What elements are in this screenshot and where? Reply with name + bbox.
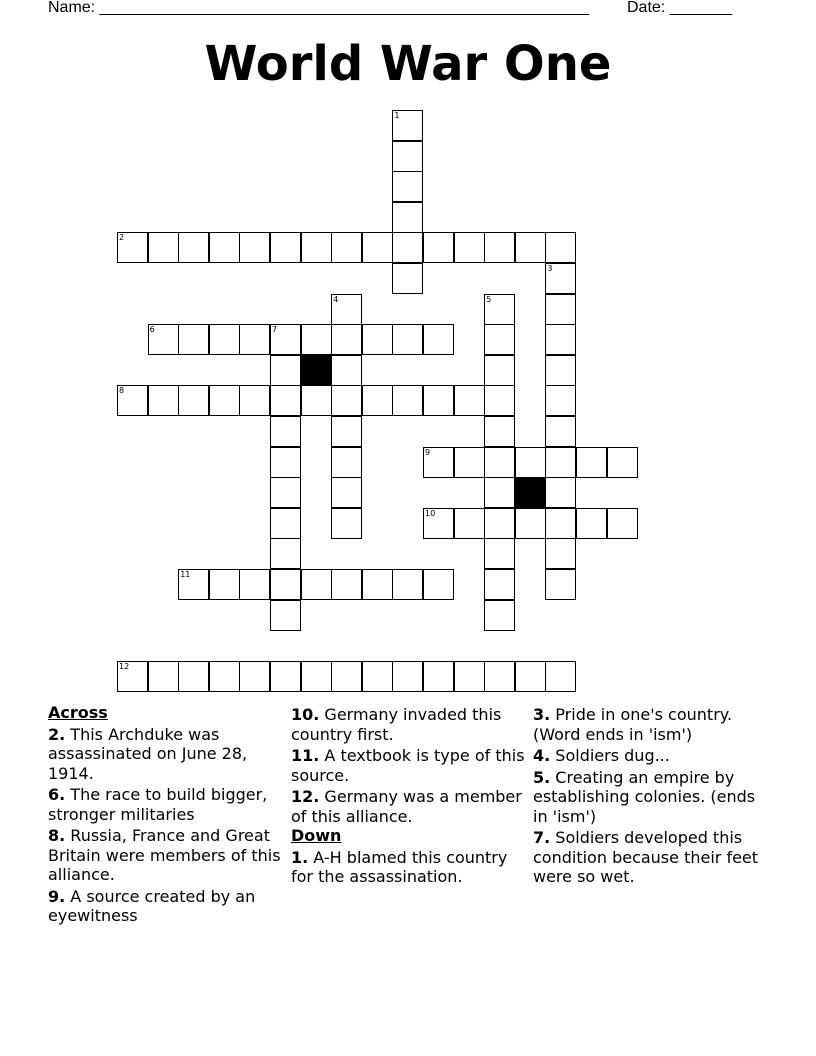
crossword-cell[interactable] — [545, 294, 576, 325]
clue-item — [291, 848, 526, 887]
crossword-cell[interactable] — [484, 232, 515, 263]
crossword-cell[interactable] — [515, 661, 546, 692]
name-field-line: Name: _______________________________________________________ — [48, 0, 589, 16]
crossword-cell[interactable] — [454, 232, 485, 263]
crossword-cell[interactable] — [178, 232, 209, 263]
crossword-cell[interactable] — [545, 661, 576, 692]
crossword-cell[interactable] — [484, 508, 515, 539]
clue-item — [533, 705, 773, 744]
crossword-cell[interactable] — [178, 324, 209, 355]
crossword-cell[interactable] — [545, 385, 576, 416]
down-clue-list-continued — [533, 705, 773, 887]
clue-text: Pride in one's country. (Word ends in 'ism') — [533, 705, 733, 744]
clue-text: Germany was a member of this alliance. — [291, 787, 522, 826]
clue-item — [533, 768, 773, 827]
crossword-cell[interactable] — [545, 324, 576, 355]
crossword-cell[interactable] — [545, 569, 576, 600]
crossword-cell[interactable] — [484, 385, 515, 416]
crossword-cell[interactable] — [270, 661, 301, 692]
crossword-cell[interactable] — [484, 355, 515, 386]
clue-number-label: 5 — [486, 294, 492, 304]
clue-item — [291, 705, 526, 744]
crossword-cell[interactable] — [331, 569, 362, 600]
across-clue-list-continued — [291, 705, 526, 826]
crossword-cell[interactable] — [484, 294, 515, 325]
crossword-cell[interactable] — [239, 232, 270, 263]
crossword-cell[interactable] — [331, 324, 362, 355]
crossword-cell[interactable] — [239, 661, 270, 692]
clue-text: Soldiers developed this condition because their feet were so wet. — [533, 828, 759, 886]
crossword-cell[interactable] — [484, 447, 515, 478]
crossword-cell[interactable] — [270, 508, 301, 539]
clue-item — [48, 826, 283, 885]
crossword-cell[interactable] — [117, 232, 148, 263]
crossword-cell[interactable] — [607, 508, 638, 539]
crossword-cell[interactable] — [178, 385, 209, 416]
crossword-cell[interactable] — [423, 661, 454, 692]
crossword-cell[interactable] — [117, 385, 148, 416]
crossword-cell[interactable] — [270, 569, 301, 600]
crossword-cell[interactable] — [362, 569, 393, 600]
clue-text: A-H blamed this country for the assassination. — [291, 847, 508, 886]
crossword-cell[interactable] — [209, 324, 240, 355]
crossword-cell[interactable] — [209, 569, 240, 600]
crossword-cell[interactable] — [331, 447, 362, 478]
crossword-cell[interactable] — [239, 569, 270, 600]
clue-number-label: 12 — [119, 661, 130, 671]
crossword-cell[interactable] — [576, 508, 607, 539]
clue-number: 9. — [48, 886, 66, 906]
clue-number-label: 10 — [425, 508, 436, 518]
crossword-cell[interactable] — [454, 385, 485, 416]
crossword-cell[interactable] — [331, 416, 362, 447]
crossword-cell[interactable] — [178, 661, 209, 692]
clue-column-1 — [48, 703, 283, 926]
clue-number-label: 3 — [547, 264, 553, 273]
crossword-cell[interactable] — [362, 232, 393, 263]
crossword-cell[interactable] — [392, 263, 423, 294]
crossword-cell[interactable] — [331, 294, 362, 325]
clue-number: 10. — [291, 705, 320, 724]
crossword-cell[interactable] — [270, 385, 301, 416]
crossword-cell[interactable] — [148, 661, 179, 692]
clue-number: 8. — [48, 826, 66, 845]
crossword-cell[interactable] — [239, 324, 270, 355]
crossword-cell[interactable] — [484, 538, 515, 569]
crossword-cell[interactable] — [301, 232, 332, 263]
crossword-cell[interactable] — [423, 447, 454, 478]
crossword-cell[interactable] — [423, 232, 454, 263]
crossword-cell[interactable] — [270, 324, 301, 355]
clue-number-label: 11 — [180, 570, 191, 579]
clue-item — [48, 785, 283, 824]
clue-number: 3. — [533, 705, 551, 724]
clue-number: 11. — [291, 746, 320, 765]
crossword-cell[interactable] — [454, 508, 485, 539]
clue-number-label: 9 — [425, 447, 431, 457]
crossword-cell[interactable] — [484, 324, 515, 355]
crossword-cell[interactable] — [362, 385, 393, 416]
crossword-cell[interactable] — [545, 232, 576, 263]
clue-number: 4. — [533, 746, 551, 765]
crossword-cell[interactable] — [515, 447, 546, 478]
clue-number: 5. — [533, 767, 551, 787]
clue-column-2 — [291, 703, 526, 887]
crossword-cell[interactable] — [331, 477, 362, 508]
crossword-cell[interactable] — [301, 569, 332, 600]
crossword-cell[interactable] — [362, 661, 393, 692]
crossword-cell[interactable] — [545, 416, 576, 447]
crossword-cell[interactable] — [331, 508, 362, 539]
down-clue-list — [291, 848, 526, 887]
clue-item — [48, 887, 283, 926]
crossword-cell[interactable] — [239, 385, 270, 416]
down-heading: Down — [291, 826, 342, 845]
black-square — [515, 477, 546, 508]
clue-number: 12. — [291, 787, 320, 806]
clue-number-label: 6 — [149, 325, 155, 335]
crossword-cell[interactable] — [392, 171, 423, 202]
crossword-cell[interactable] — [576, 447, 607, 478]
crossword-cell[interactable] — [270, 447, 301, 478]
crossword-cell[interactable] — [392, 110, 423, 141]
clue-item — [291, 787, 526, 826]
crossword-cell[interactable] — [484, 600, 515, 631]
crossword-cell[interactable] — [423, 569, 454, 600]
crossword-cell[interactable] — [484, 477, 515, 508]
crossword-cell[interactable] — [270, 600, 301, 631]
clue-text: Russia, France and Great Britain were members of this alliance. — [48, 826, 281, 884]
crossword-cell[interactable] — [484, 569, 515, 600]
crossword-cell[interactable] — [209, 661, 240, 692]
crossword-cell[interactable] — [423, 385, 454, 416]
crossword-cell[interactable] — [545, 263, 576, 294]
crossword-cell[interactable] — [484, 661, 515, 692]
page-title: World War One — [204, 36, 612, 92]
clue-number-label: 7 — [272, 325, 278, 335]
clue-text: Soldiers dug... — [550, 746, 670, 765]
crossword-cell[interactable] — [392, 232, 423, 263]
crossword-cell[interactable] — [331, 232, 362, 263]
crossword-cell[interactable] — [545, 477, 576, 508]
crossword-cell[interactable] — [270, 232, 301, 263]
clue-item — [291, 746, 526, 785]
crossword-cell[interactable] — [392, 569, 423, 600]
clue-text: Germany invaded this country first. — [291, 705, 502, 744]
crossword-cell[interactable] — [270, 477, 301, 508]
crossword-cell[interactable] — [209, 385, 240, 416]
crossword-cell[interactable] — [454, 447, 485, 478]
clue-number: 2. — [48, 724, 66, 744]
across-heading: Across — [48, 703, 108, 722]
crossword-cell[interactable] — [423, 324, 454, 355]
crossword-cell[interactable] — [270, 538, 301, 569]
clue-item — [48, 725, 283, 784]
across-clue-list — [48, 725, 283, 926]
clue-number: 1. — [291, 847, 309, 867]
clue-number: 7. — [533, 828, 551, 847]
crossword-cell[interactable] — [392, 324, 423, 355]
crossword-cell[interactable] — [545, 447, 576, 478]
crossword-cell[interactable] — [423, 508, 454, 539]
clue-text: Creating an empire by establishing colonies. (ends in 'ism') — [533, 767, 756, 826]
crossword-cell[interactable] — [331, 385, 362, 416]
crossword-cell[interactable] — [392, 202, 423, 233]
clue-text: A textbook is type of this source. — [291, 746, 525, 785]
crossword-cell[interactable] — [607, 447, 638, 478]
crossword-cell[interactable] — [331, 355, 362, 386]
crossword-cell[interactable] — [484, 416, 515, 447]
clue-text: The race to build bigger, stronger militaries — [48, 785, 268, 824]
clue-text: This Archduke was assassinated on June 28, 1914. — [48, 724, 248, 783]
crossword-cell[interactable] — [301, 324, 332, 355]
crossword-cell[interactable] — [301, 661, 332, 692]
clue-number-label: 1 — [394, 111, 400, 120]
crossword-cell[interactable] — [515, 508, 546, 539]
crossword-cell[interactable] — [392, 661, 423, 692]
crossword-cell[interactable] — [270, 416, 301, 447]
crossword-cell[interactable] — [454, 661, 485, 692]
clue-number-label: 4 — [333, 294, 339, 304]
clue-item — [533, 746, 773, 766]
crossword-cell[interactable] — [301, 385, 332, 416]
crossword-cell[interactable] — [270, 355, 301, 386]
clue-item — [533, 828, 773, 887]
crossword-cell[interactable] — [209, 232, 240, 263]
crossword-cell[interactable] — [148, 232, 179, 263]
clue-number-label: 2 — [119, 233, 125, 243]
crossword-cell[interactable] — [515, 232, 546, 263]
clue-number: 6. — [48, 785, 66, 804]
crossword-cell[interactable] — [545, 355, 576, 386]
crossword-cell[interactable] — [178, 569, 209, 600]
crossword-cell[interactable] — [392, 141, 423, 172]
crossword-cell[interactable] — [148, 385, 179, 416]
crossword-cell[interactable] — [362, 324, 393, 355]
clue-text: A source created by an eyewitness — [48, 886, 256, 925]
crossword-cell[interactable] — [545, 538, 576, 569]
crossword-cell[interactable] — [331, 661, 362, 692]
crossword-cell[interactable] — [117, 661, 148, 692]
crossword-cell[interactable] — [148, 324, 179, 355]
black-square — [301, 355, 332, 386]
crossword-cell[interactable] — [545, 508, 576, 539]
clue-number-label: 8 — [119, 386, 125, 396]
clue-column-3 — [533, 703, 773, 887]
crossword-cell[interactable] — [392, 385, 423, 416]
date-field-line: Date: _______ — [627, 0, 732, 16]
